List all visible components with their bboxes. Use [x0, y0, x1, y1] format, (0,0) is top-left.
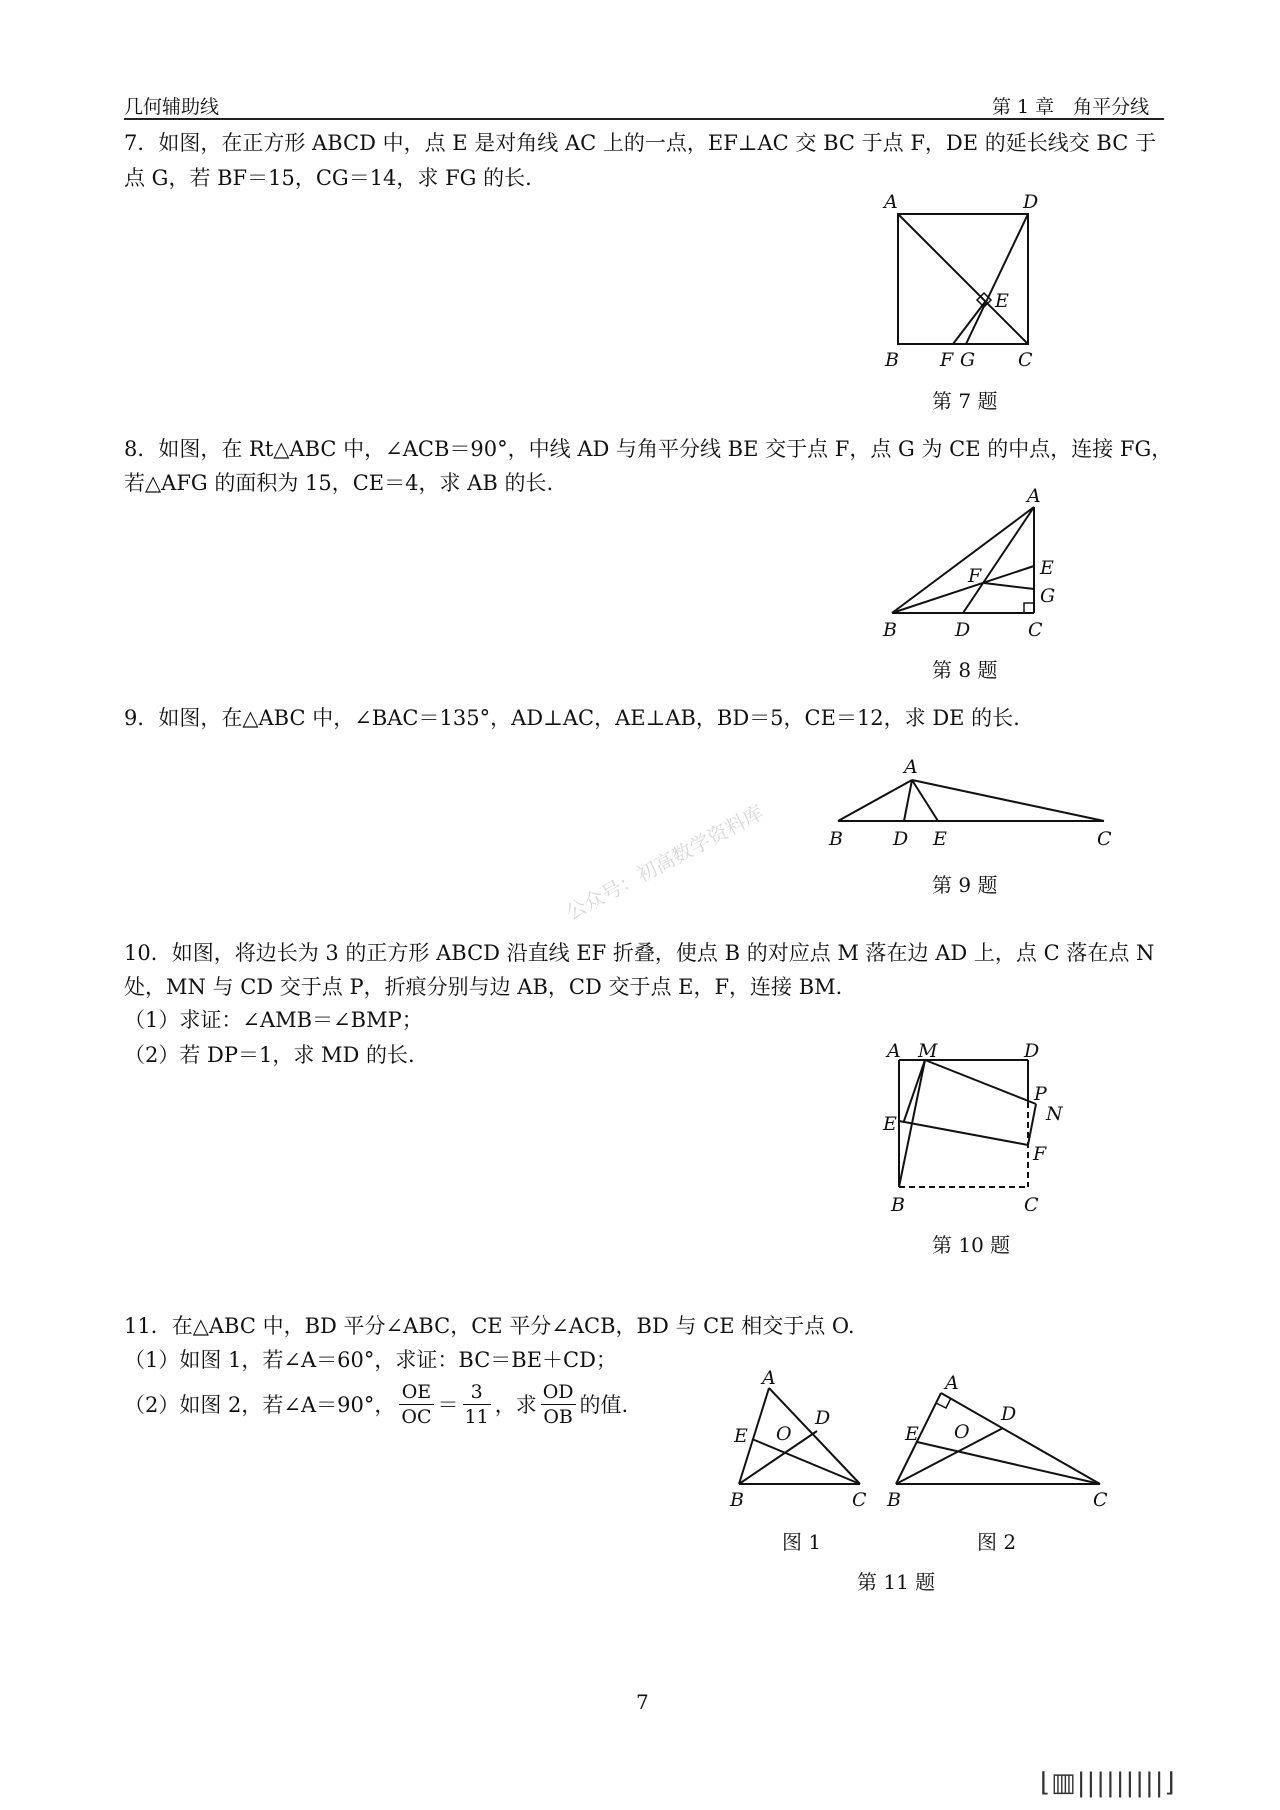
- q11-fig1-caption: 图 1: [782, 1530, 822, 1554]
- q8-text-line2: 若△AFG 的面积为 15，CE＝4，求 AB 的长.: [124, 471, 554, 495]
- q10-label-A: A: [887, 1040, 901, 1062]
- q8-label-F: F: [968, 565, 982, 587]
- watermark: 公众号：初高数学资料库: [561, 800, 768, 925]
- q11-frac2-num: 3: [463, 1380, 491, 1405]
- q11-part2-mid: ，求: [494, 1392, 537, 1417]
- q11-frac3-num: OD: [542, 1381, 574, 1403]
- q11-frac1-den: OC: [401, 1406, 432, 1428]
- q9-label-C: C: [1097, 828, 1112, 850]
- q8-caption: 第 8 题: [932, 658, 998, 682]
- q9-label-E: E: [933, 828, 947, 850]
- q9-label-B: B: [829, 828, 843, 850]
- q10-text-line1: 10．如图，将边长为 3 的正方形 ABCD 沿直线 EF 折叠，使点 B 的对应点 M 落在边 AD 上，点 C 落在点 N: [124, 941, 1155, 965]
- q7-label-E: E: [995, 290, 1009, 312]
- q7-label-D: D: [1023, 191, 1039, 213]
- q9-caption: 第 9 题: [932, 873, 998, 897]
- q10-label-D: D: [1024, 1040, 1040, 1062]
- bottom-mark: ⌊▥|||||||||⌋: [1040, 1768, 1176, 1798]
- q10-label-C: C: [1024, 1194, 1039, 1216]
- q11f2-label-A: A: [945, 1372, 959, 1394]
- q11-equals: ＝: [437, 1392, 459, 1417]
- q7-label-B: B: [885, 349, 899, 371]
- q9-label-A: A: [904, 756, 918, 778]
- q7-label-F: F: [940, 349, 954, 371]
- q8-text-line1: 8．如图，在 Rt△ABC 中，∠ACB＝90°，中线 AD 与角平分线 BE 交于点 F，点 G 为 CE 的中点，连接 FG，: [124, 437, 1173, 461]
- header-right: 第 1 章 角平分线: [992, 96, 1150, 118]
- q11-frac1-num: OE: [399, 1380, 433, 1405]
- q11-part1: （1）如图 1，若∠A＝60°，求证：BC＝BE＋CD；: [124, 1348, 617, 1372]
- q7-text-line2: 点 G，若 BF＝15，CG＝14，求 FG 的长.: [124, 166, 532, 190]
- q7-caption: 第 7 题: [932, 389, 998, 413]
- q8-label-A: A: [1027, 485, 1041, 507]
- page-number: 7: [636, 1690, 649, 1714]
- q8-label-B: B: [883, 619, 897, 641]
- q10-label-F: F: [1033, 1143, 1047, 1165]
- q11f2-label-E: E: [905, 1423, 919, 1445]
- q11f2-label-D: D: [1001, 1403, 1017, 1425]
- q10-label-E: E: [883, 1113, 897, 1135]
- q8-label-E: E: [1040, 557, 1054, 579]
- q9-label-D: D: [893, 828, 909, 850]
- q11f1-label-D: D: [815, 1407, 831, 1429]
- q11-frac2-den: 11: [464, 1406, 489, 1428]
- q11-caption: 第 11 题: [857, 1570, 936, 1594]
- q11f1-label-C: C: [852, 1489, 867, 1511]
- q10-caption: 第 10 题: [932, 1233, 1011, 1257]
- q11-text-line1: 11．在△ABC 中，BD 平分∠ABC，CE 平分∠ACB，BD 与 CE 相交于点 O.: [124, 1314, 855, 1338]
- q7-label-C: C: [1018, 349, 1033, 371]
- q11-frac3-den: OB: [543, 1406, 573, 1428]
- q11f1-label-A: A: [762, 1367, 776, 1389]
- q7-label-A: A: [884, 191, 898, 213]
- q8-label-C: C: [1028, 619, 1043, 641]
- q11f1-label-O: O: [776, 1423, 792, 1445]
- q11-part2-lead: （2）如图 2，若∠A＝90°，: [124, 1392, 396, 1417]
- q11-fig2-caption: 图 2: [977, 1530, 1017, 1554]
- header-left: 几何辅助线: [124, 96, 220, 118]
- q7-label-G: G: [960, 349, 976, 371]
- q11f2-label-O: O: [954, 1421, 970, 1443]
- q10-label-M: M: [918, 1040, 938, 1062]
- q11f1-label-E: E: [734, 1425, 748, 1447]
- q10-label-P: P: [1034, 1083, 1047, 1105]
- q8-label-D: D: [955, 619, 971, 641]
- q11f2-label-C: C: [1093, 1489, 1108, 1511]
- q10-part1: （1）求证：∠AMB＝∠BMP；: [124, 1008, 423, 1032]
- q9-text-line1: 9．如图，在△ABC 中，∠BAC＝135°，AD⊥AC，AE⊥AB，BD＝5，CE＝12，求 DE 的长.: [124, 706, 1020, 730]
- q7-text-line1: 7．如图，在正方形 ABCD 中，点 E 是对角线 AC 上的一点，EF⊥AC 交 BC 于点 F，DE 的延长线交 BC 于: [124, 131, 1156, 155]
- q11f1-label-B: B: [730, 1489, 744, 1511]
- q10-part2: （2）若 DP＝1，求 MD 的长.: [124, 1043, 415, 1067]
- q10-label-B: B: [891, 1194, 905, 1216]
- q10-text-line2: 处，MN 与 CD 交于点 P，折痕分别与边 AB，CD 交于点 E，F，连接 BM.: [124, 975, 843, 999]
- q10-label-N: N: [1046, 1103, 1063, 1125]
- q11-part2-tail: 的值.: [579, 1392, 629, 1417]
- q8-label-G: G: [1040, 585, 1056, 607]
- q11f2-label-B: B: [887, 1489, 901, 1511]
